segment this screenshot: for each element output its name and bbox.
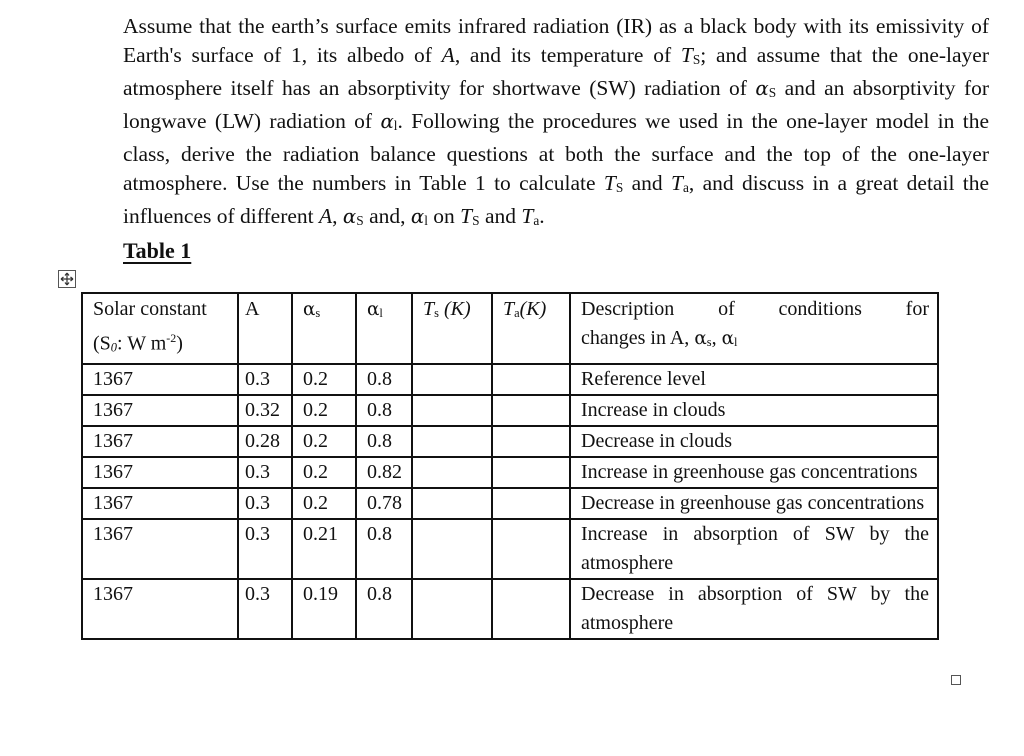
cell-description: Increase in clouds [570, 395, 938, 426]
cell-albedo: 0.3 [238, 519, 292, 579]
cell-alpha-l: 0.78 [356, 488, 412, 519]
cell-albedo: 0.32 [238, 395, 292, 426]
cell-alpha-s: 0.2 [292, 364, 356, 395]
cell-alpha-l: 0.8 [356, 395, 412, 426]
move-handle-icon[interactable] [58, 270, 76, 288]
cell-description: Increase in absorption of SW by the atmosphere [570, 519, 938, 579]
cell-description: Reference level [570, 364, 938, 395]
table-row [82, 395, 938, 426]
header-description: Description of conditions for changes in A, αs, αl [570, 293, 938, 364]
cell-ta [492, 364, 570, 395]
table-row [82, 519, 938, 579]
cell-solar-constant: 1367 [82, 519, 238, 579]
cell-ts [412, 488, 492, 519]
question-line-1: Assume that the earth’s surface emits infrared radiation (IR) as a black body with its [123, 14, 869, 38]
data-table [81, 292, 939, 640]
cell-ts [412, 457, 492, 488]
cell-solar-constant: 1367 [82, 426, 238, 457]
cell-alpha-s: 0.21 [292, 519, 356, 579]
cell-description: Increase in greenhouse gas concentrations [570, 457, 938, 488]
cell-ta [492, 457, 570, 488]
header-ta: Ta(K) [492, 293, 570, 364]
table-caption: Table 1 [123, 238, 192, 263]
cell-albedo: 0.28 [238, 426, 292, 457]
cell-albedo: 0.3 [238, 579, 292, 639]
cell-alpha-s: 0.19 [292, 579, 356, 639]
cell-alpha-l: 0.8 [356, 519, 412, 579]
cell-alpha-l: 0.8 [356, 364, 412, 395]
header-albedo: A [238, 293, 292, 364]
resize-handle-icon[interactable] [951, 675, 961, 685]
cell-solar-constant: 1367 [82, 488, 238, 519]
cell-ts [412, 364, 492, 395]
cell-ta [492, 579, 570, 639]
cell-alpha-l: 0.8 [356, 579, 412, 639]
table-header-row [82, 293, 938, 364]
cell-albedo: 0.3 [238, 457, 292, 488]
cell-description: Decrease in clouds [570, 426, 938, 457]
table-row [82, 426, 938, 457]
table-row [82, 579, 938, 639]
cell-ts [412, 519, 492, 579]
cell-alpha-s: 0.2 [292, 395, 356, 426]
table-row [82, 457, 938, 488]
cell-ts [412, 395, 492, 426]
cell-ta [492, 395, 570, 426]
cell-description: Decrease in greenhouse gas concentrations [570, 488, 938, 519]
cell-solar-constant: 1367 [82, 395, 238, 426]
cell-alpha-l: 0.82 [356, 457, 412, 488]
cell-albedo: 0.3 [238, 488, 292, 519]
cell-albedo: 0.3 [238, 364, 292, 395]
table-row [82, 488, 938, 519]
cell-solar-constant: 1367 [82, 364, 238, 395]
cell-alpha-s: 0.2 [292, 457, 356, 488]
cell-ta [492, 519, 570, 579]
cell-alpha-s: 0.2 [292, 426, 356, 457]
header-alpha-s: αs [292, 293, 356, 364]
header-ts: Ts (K) [412, 293, 492, 364]
cell-ts [412, 579, 492, 639]
cell-ta [492, 426, 570, 457]
cell-description: Decrease in absorption of SW by the atmosphere [570, 579, 938, 639]
cell-alpha-l: 0.8 [356, 426, 412, 457]
cell-solar-constant: 1367 [82, 579, 238, 639]
cell-alpha-s: 0.2 [292, 488, 356, 519]
cell-ta [492, 488, 570, 519]
header-alpha-l: αl [356, 293, 412, 364]
question-paragraph: Assume that the earth’s surface emits infrared radiation (IR) as a black body with its emissivity of Earth's surface of 1, its albedo of A, and its temperature of TS; and assume that the one-layer atmosphere itself has an absorptivity for shortwave (SW) radiation of αS and an absorptivity for longwave (LW) radiation of αl. Following the procedures we used in the one-layer model in the class, derive the radiation balance questions at both the surface and the top of the one-layer atmosphere. Use the numbers in Table 1 to calculate TS and Ta, and discuss in a great detail the influences of different A, αS and, αl on TS and Ta. [123, 14, 990, 228]
table-row [82, 364, 938, 395]
cell-solar-constant: 1367 [82, 457, 238, 488]
header-solar-constant: Solar constant (S0: W $m^{-2}$) [82, 293, 238, 364]
cell-ts [412, 426, 492, 457]
